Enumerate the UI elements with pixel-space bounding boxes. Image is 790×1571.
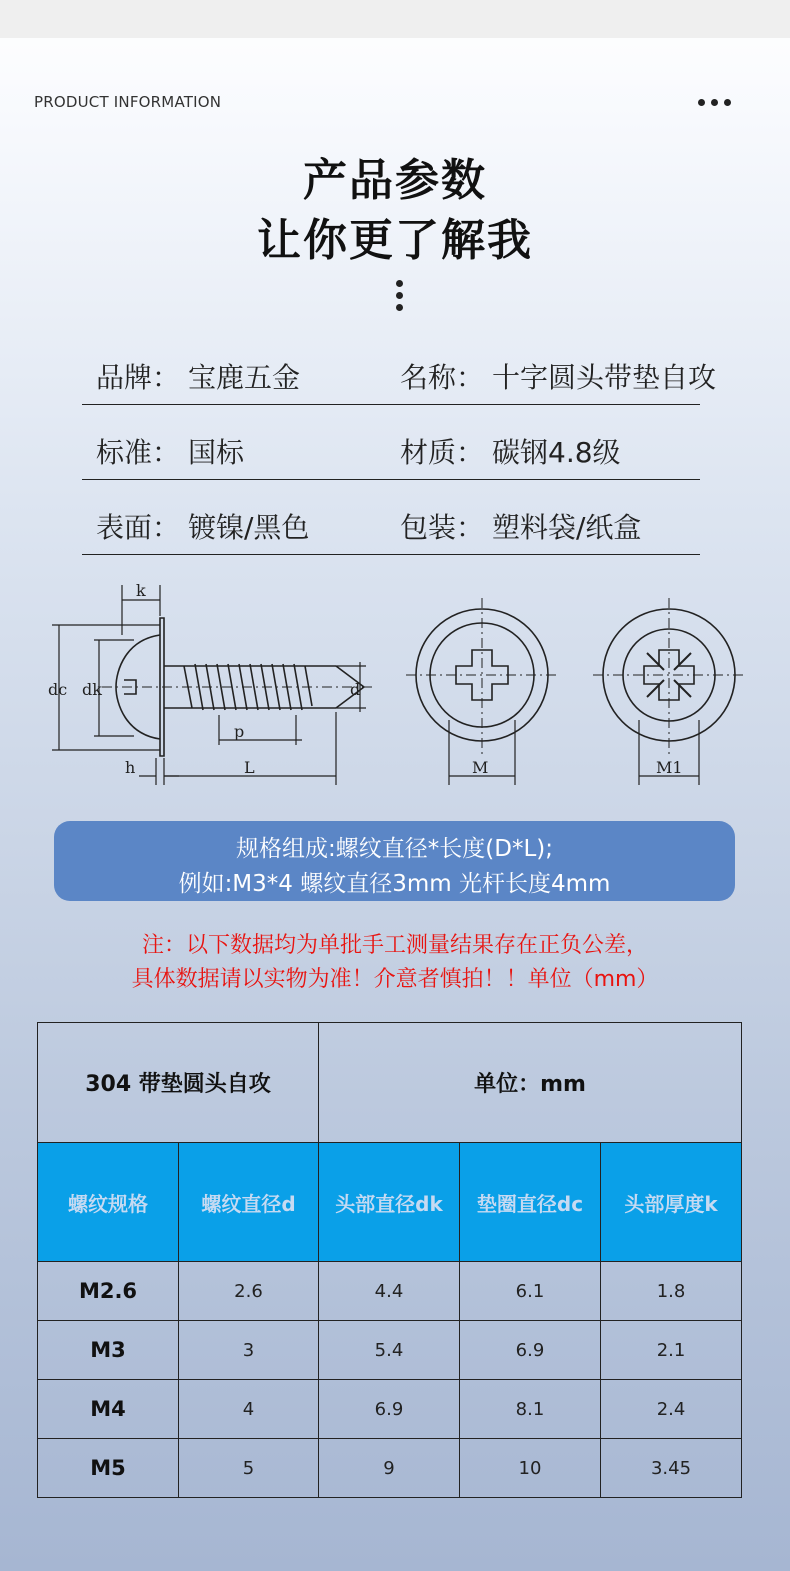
section-label: PRODUCT INFORMATION [34,93,222,111]
table-cell: 5.4 [319,1321,460,1380]
vertical-dots-icon [396,280,404,314]
unit-cell: 单位：mm [319,1023,742,1143]
spec-format-box [54,821,735,901]
disclaimer-line-1: 注：以下数据均为单批手工测量结果存在正负公差， [141,933,648,958]
label-M1: M1 [656,758,683,777]
disclaimer-line-2: 具体数据请以实物为准！介意者慎拍！！单位（mm） [131,967,659,992]
page-subtitle: 让你更了解我 [257,215,533,266]
table-cell: 6.1 [460,1262,601,1321]
label-p: p [234,722,245,741]
info-value: 十字圆头带垫自攻 [492,361,717,394]
spec-line-2: 例如:M3*4 螺纹直径3mm 光杆长度4mm [178,871,611,897]
info-row-surface [82,494,700,555]
info-key: 包装： [400,511,485,544]
column-header: 螺纹直径d [179,1143,319,1262]
info-value: 塑料袋/纸盒 [492,511,642,544]
table-cell: M3 [38,1321,179,1380]
top-bar [0,0,790,38]
table-header-row [38,1143,742,1262]
table-cell: 2.6 [179,1262,319,1321]
screw-dimension-diagram [44,580,744,790]
label-d: d [350,680,361,699]
table-cell: M2.6 [38,1262,179,1321]
info-value: 宝鹿五金 [188,361,301,394]
info-row-standard [82,419,700,480]
table-row [38,1321,742,1380]
info-key: 品牌： [96,361,181,394]
column-header: 头部厚度k [601,1143,742,1262]
label-dk: dk [82,680,102,699]
info-value: 碳钢4.8级 [492,436,621,469]
table-cell: 2.1 [601,1321,742,1380]
spec-table [37,1022,742,1498]
info-value: 国标 [188,436,245,469]
label-h: h [125,758,136,777]
column-header: 头部直径dk [319,1143,460,1262]
label-L: L [244,758,255,777]
label-k: k [136,581,146,600]
table-cell: 6.9 [319,1380,460,1439]
table-row [38,1380,742,1439]
table-cell: 6.9 [460,1321,601,1380]
table-cell: 2.4 [601,1380,742,1439]
table-cell: 9 [319,1439,460,1498]
table-cell: 5 [179,1439,319,1498]
spec-line-1: 规格组成:螺纹直径*长度(D*L); [236,836,553,862]
table-cell: M5 [38,1439,179,1498]
product-name-cell: 304 带垫圆头自攻 [38,1023,319,1143]
table-cell: 3 [179,1321,319,1380]
table-row [38,1262,742,1321]
info-key: 名称： [400,361,485,394]
info-row-brand [82,344,717,405]
table-cell: 10 [460,1439,601,1498]
table-cell: M4 [38,1380,179,1439]
info-key: 表面： [96,511,181,544]
info-key: 材质： [400,436,485,469]
table-cell: 1.8 [601,1262,742,1321]
table-row [38,1439,742,1498]
page-title: 产品参数 [303,155,487,206]
label-M: M [472,758,489,777]
table-title-row [38,1023,742,1143]
column-header: 垫圈直径dc [460,1143,601,1262]
table-cell: 3.45 [601,1439,742,1498]
more-options-icon[interactable] [698,99,738,107]
info-value: 镀镍/黑色 [188,511,310,544]
table-cell: 4 [179,1380,319,1439]
info-key: 标准： [96,436,181,469]
column-header: 螺纹规格 [38,1143,179,1262]
label-dc: dc [48,680,68,699]
table-cell: 8.1 [460,1380,601,1439]
table-cell: 4.4 [319,1262,460,1321]
